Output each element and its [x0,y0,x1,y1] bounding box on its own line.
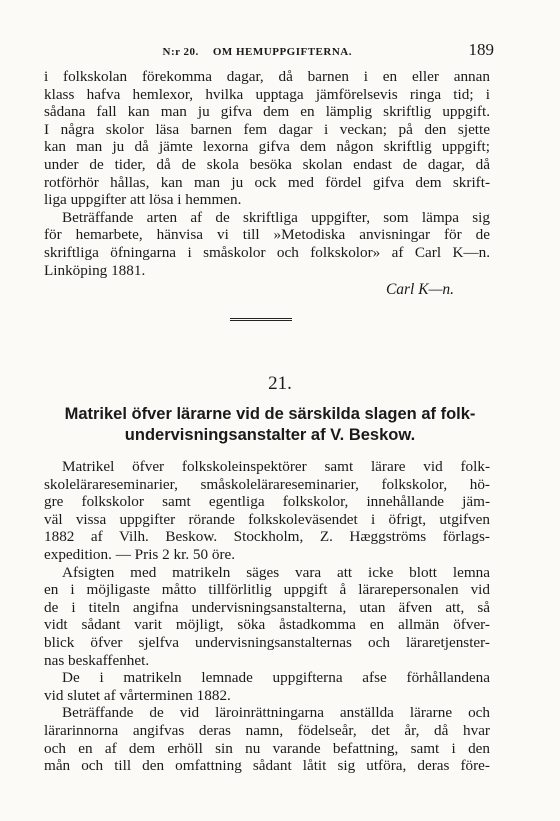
text-line: blick öfver sjelfva undervisningsanstalternas och läraretjenster- [44,633,490,651]
text-line: en i möjligaste måtto tillförlitlig uppgift å lärarepersonalen vid [44,581,490,599]
text-line: sådana fall kan man ju gifva dem en lämplig skriftlig uppgift. [44,103,490,121]
text-line: Beträffande arten af de skriftliga uppgifter, som lämpa sig [62,208,490,226]
text-line: liga uppgifter att lösa i hemmen. [44,191,242,209]
running-header-center [46,46,469,58]
text-line: De i matrikeln lemnade uppgifterna afse förhållandena [62,669,490,687]
issue-number: N:r 20. [162,46,199,58]
section-title-line-2: undervisningsanstalter af V. Beskow. [124,426,416,444]
section-title-line-1: Matrikel öfver lärarne vid de särskilda slagen af folk- [64,405,476,423]
text-line: väl vissa uppgifter rörande folkskoleväsendet i öfrigt, utgifven [44,510,490,528]
section-21-text [44,458,490,775]
text-line: gre folkskolor samt egentliga folkskolor, innehållande jäm- [44,493,490,511]
text-line: vidt sådant varit möjligt, söka åstadkomma en allmän öfver- [44,616,490,634]
text-line: Matrikel öfver folkskoleinspektörer samt lärare vid folk- [62,458,490,475]
text-line: och en af dem erhöll sin nu varande befattning, samt i den [44,739,490,757]
text-line: mån och till den omfattning sådant låtit sig utföra, deras före- [44,757,490,775]
text-line: Linköping 1881. [44,261,146,279]
text-line: klass hafva hemlexor, hvilka upptaga jämförelsevis ringa tid; i [44,85,490,103]
text-line: Beträffande de vid läroinrättningarna anställda lärarne och [62,704,490,722]
running-title: OM HEMUPPGIFTERNA. [212,46,352,58]
section-divider [230,318,292,319]
text-line: expedition. — Pris 2 kr. 50 öre. [44,545,236,563]
section-divider [230,320,292,321]
text-line: de i titeln angifna undervisningsanstalterna, utan äfven att, så [44,598,490,616]
section-20-text [44,68,490,299]
text-line: Afsigten med matrikeln säges vara att icke blott lemna [62,563,490,581]
running-header [46,40,494,60]
section-number: 21. [268,373,292,394]
text-line: 1882 af Vilh. Beskow. Stockholm, Z. Hæggströms förlags- [44,528,490,546]
text-line: i folkskolan förekomma dagar, då barnen i en eller annan [44,68,490,85]
signature-line [44,279,490,299]
text-line: rotförhör hållas, kan man ju ock med fördel gifva dem skrift- [44,173,490,191]
text-line: för hemarbete, hänvisa vi till »Metodiska anvisningar för de [44,226,490,244]
page-number: 189 [468,40,494,59]
text-line: lärarinnorna angifvas deras namn, födelseår, det år, då hvar [44,721,490,739]
text-line: skriftliga öfningarna i småskolor och folkskolor» af Carl K—n. [44,243,490,261]
text-line: skolelärareseminarier, småskolelärareseminarier, folkskolor, hö- [44,475,490,493]
text-line: I några skolor läsa barnen fem dagar i veckan; på den sjette [44,120,490,138]
text-line: vid slutet af vårterminen 1882. [44,686,231,704]
text-line: under de tider, då de skola besöka skolan endast de dagar, då [44,155,490,173]
text-line: nas beskaffenhet. [44,651,150,669]
text-line: kan man ju då jämte lexorna gifva dem någon skriftlig uppgift; [44,138,490,156]
signature: Carl K—n. [385,281,454,299]
